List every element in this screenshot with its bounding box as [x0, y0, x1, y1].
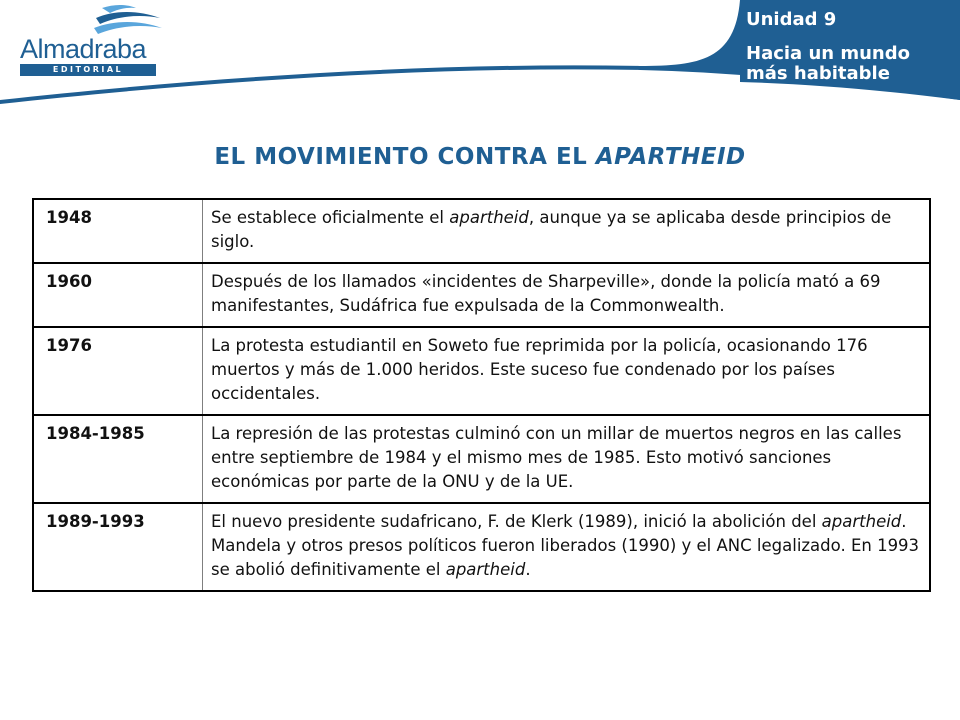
timeline-row	[33, 263, 930, 327]
timeline-row	[33, 503, 930, 591]
description-fragment: . Mandela y otros presos políticos fueron liberados (1990) y el ANC legalizado. En 1993 se abolió definitivamente el	[211, 512, 920, 579]
description-fragment: apartheid	[449, 208, 529, 227]
timeline-year: 1976	[33, 327, 203, 415]
wave-logo-icon	[14, 4, 164, 38]
description-fragment: La protesta estudiantil en Soweto fue reprimida por la policía, ocasionando 176 muertos y más de 1.000 heridos. Este suceso fue condenado por los países occidentales.	[211, 336, 868, 403]
page-title	[0, 144, 960, 170]
timeline-row	[33, 415, 930, 503]
logo-subtitle: EDITORIAL	[20, 64, 156, 76]
description-fragment: .	[525, 560, 531, 579]
page-title-prefix: EL MOVIMIENTO CONTRA EL	[214, 144, 596, 170]
description-fragment: apartheid	[821, 512, 902, 531]
description-fragment: Se establece oficialmente el	[211, 208, 450, 227]
logo-name: Almadraba	[20, 34, 147, 64]
timeline-year: 1960	[33, 263, 203, 327]
description-fragment: La represión de las protestas culminó con un millar de muertos negros en las calles entre septiembre de 1984 y el mismo mes de 1985. Esto motivó sanciones económicas por parte de la ONU y de la UE.	[211, 424, 902, 491]
logo	[14, 4, 164, 74]
description-fragment: apartheid	[445, 560, 526, 579]
timeline-description	[203, 263, 931, 327]
timeline-description	[203, 415, 931, 503]
timeline-year: 1948	[33, 199, 203, 263]
timeline-description	[203, 503, 931, 591]
timeline-table	[32, 198, 931, 592]
timeline-description	[203, 199, 931, 263]
unit-subtitle: Hacia un mundo más habitable	[746, 43, 910, 84]
timeline-year: 1984-1985	[33, 415, 203, 503]
description-fragment: El nuevo presidente sudafricano, F. de Klerk (1989), inició la abolición del	[211, 512, 822, 531]
timeline-row	[33, 199, 930, 263]
description-fragment: , aunque ya se aplicaba desde principios de siglo.	[211, 208, 892, 251]
description-fragment: Después de los llamados «incidentes de Sharpeville», donde la policía mató a 69 manifestantes, Sudáfrica fue expulsada de la Commonwealth.	[211, 272, 881, 315]
timeline-description	[203, 327, 931, 415]
unit-box	[746, 8, 956, 84]
timeline-row	[33, 327, 930, 415]
timeline-year: 1989-1993	[33, 503, 203, 591]
unit-label: Unidad 9	[746, 9, 837, 30]
page-title-emphasis: APARTHEID	[595, 144, 746, 170]
